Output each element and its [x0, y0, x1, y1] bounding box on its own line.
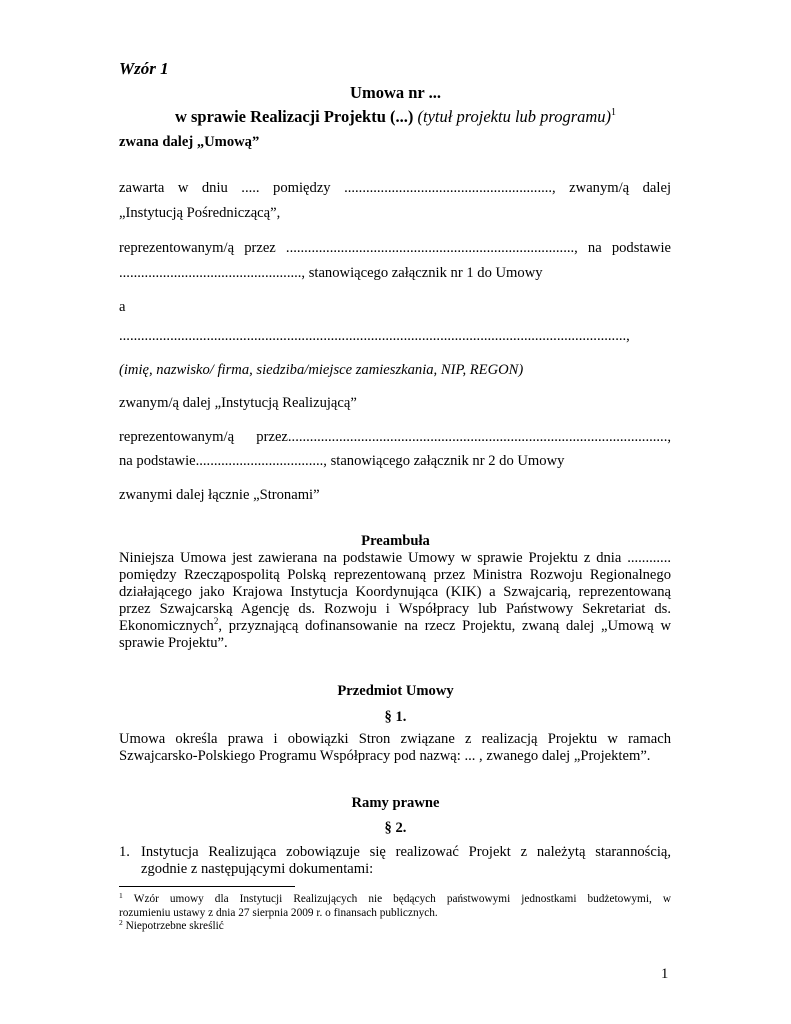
list-item-text: Instytucja Realizująca zobowiązuje się realizować Projekt z należytą starannością, zgodnie z następującymi dokumentami:	[141, 844, 671, 877]
annex-1-line: .................................................., stanowiącego załącznik nr 1 do Umowy	[119, 265, 543, 281]
template-label: Wzór 1	[119, 59, 169, 78]
page-number: 1	[661, 966, 669, 982]
footnote-ref-2: 2	[213, 616, 219, 626]
party-fields-hint: (imię, nazwisko/ firma, siedziba/miejsce zamieszkania, NIP, REGON)	[119, 362, 524, 378]
intermediate-institution: „Instytucją Pośredniczącą”,	[119, 205, 281, 221]
party-dots-line: ...........................................................................................................................................,	[119, 328, 630, 344]
annex-2-line: na podstawie..................................., stanowiącego załącznik nr 2 do Umowy	[119, 453, 565, 469]
preamble-text: Niniejsza Umowa jest zawierana na podstawie Umowy w sprawie Projektu z dnia ............ pomiędzy Rzecząpospolitą Polską reprezentowaną przez Ministra Rozwoju Regionalnego działającego jako Krajowa Instytucja Koordynująca (KIK) a Szwajcarią, reprezentowaną przez Szwajcarską Agencję ds. Rozwoju i Współpracy lub Państwowy Sekretariat ds. Ekonomicznych$^2$, przyznającą dofinansowanie na rzecz Projektu, zwaną dalej „Umową w sprawie Projektu”.	[119, 550, 671, 651]
party-intro-line: zawarta w dniu ..... pomiędzy ........................................................., zwanym/ą dalej	[119, 180, 671, 196]
represented-by-line: reprezentowanym/ą przez ..............................................................................., na podstawie	[119, 240, 671, 256]
footnote-1: $^1$ Wzór umowy dla Instytucji Realizujących nie będących państwowymi jednostkami budżetowymi, w rozumieniu ustawy z dnia 27 sierpnia 2009 r. o finansach publicznych.	[119, 891, 671, 919]
footnote-divider	[119, 886, 295, 887]
list-item-number: 1.	[119, 844, 130, 860]
title-bold: w sprawie Realizacji Projektu (...)	[174, 107, 414, 126]
subject-heading: Przedmiot Umowy	[337, 683, 454, 699]
parties-collective: zwanymi dalej łącznie „Stronami”	[119, 487, 320, 503]
conjunction-a: a	[119, 299, 126, 315]
legal-framework-heading: Ramy prawne	[351, 795, 440, 811]
represented-by-line-2: reprezentowanym/ą przez........................................................................................................,	[119, 429, 671, 445]
section-1-text: Umowa określa prawa i obowiązki Stron związane z realizacją Projektu w ramach Szwajcarsko-Polskiego Programu Współpracy pod nazwą: ... , zwanego dalej „Projektem”.	[119, 731, 671, 764]
footnote-2: $^2$ Niepotrzebne skreślić	[119, 918, 224, 932]
footnote-ref-1: 1	[611, 107, 617, 118]
section-2: § 2.	[384, 820, 407, 836]
preamble-heading: Preambuła	[361, 533, 430, 549]
agreement-title	[0, 108, 791, 125]
referred-as: zwana dalej „Umową”	[119, 134, 260, 150]
agreement-number: Umowa nr ...	[350, 83, 441, 102]
title-italic: (tytuł projektu lub programu)	[417, 107, 612, 126]
section-1: § 1.	[384, 709, 407, 725]
implementing-institution: zwanym/ą dalej „Instytucją Realizującą”	[119, 395, 357, 411]
